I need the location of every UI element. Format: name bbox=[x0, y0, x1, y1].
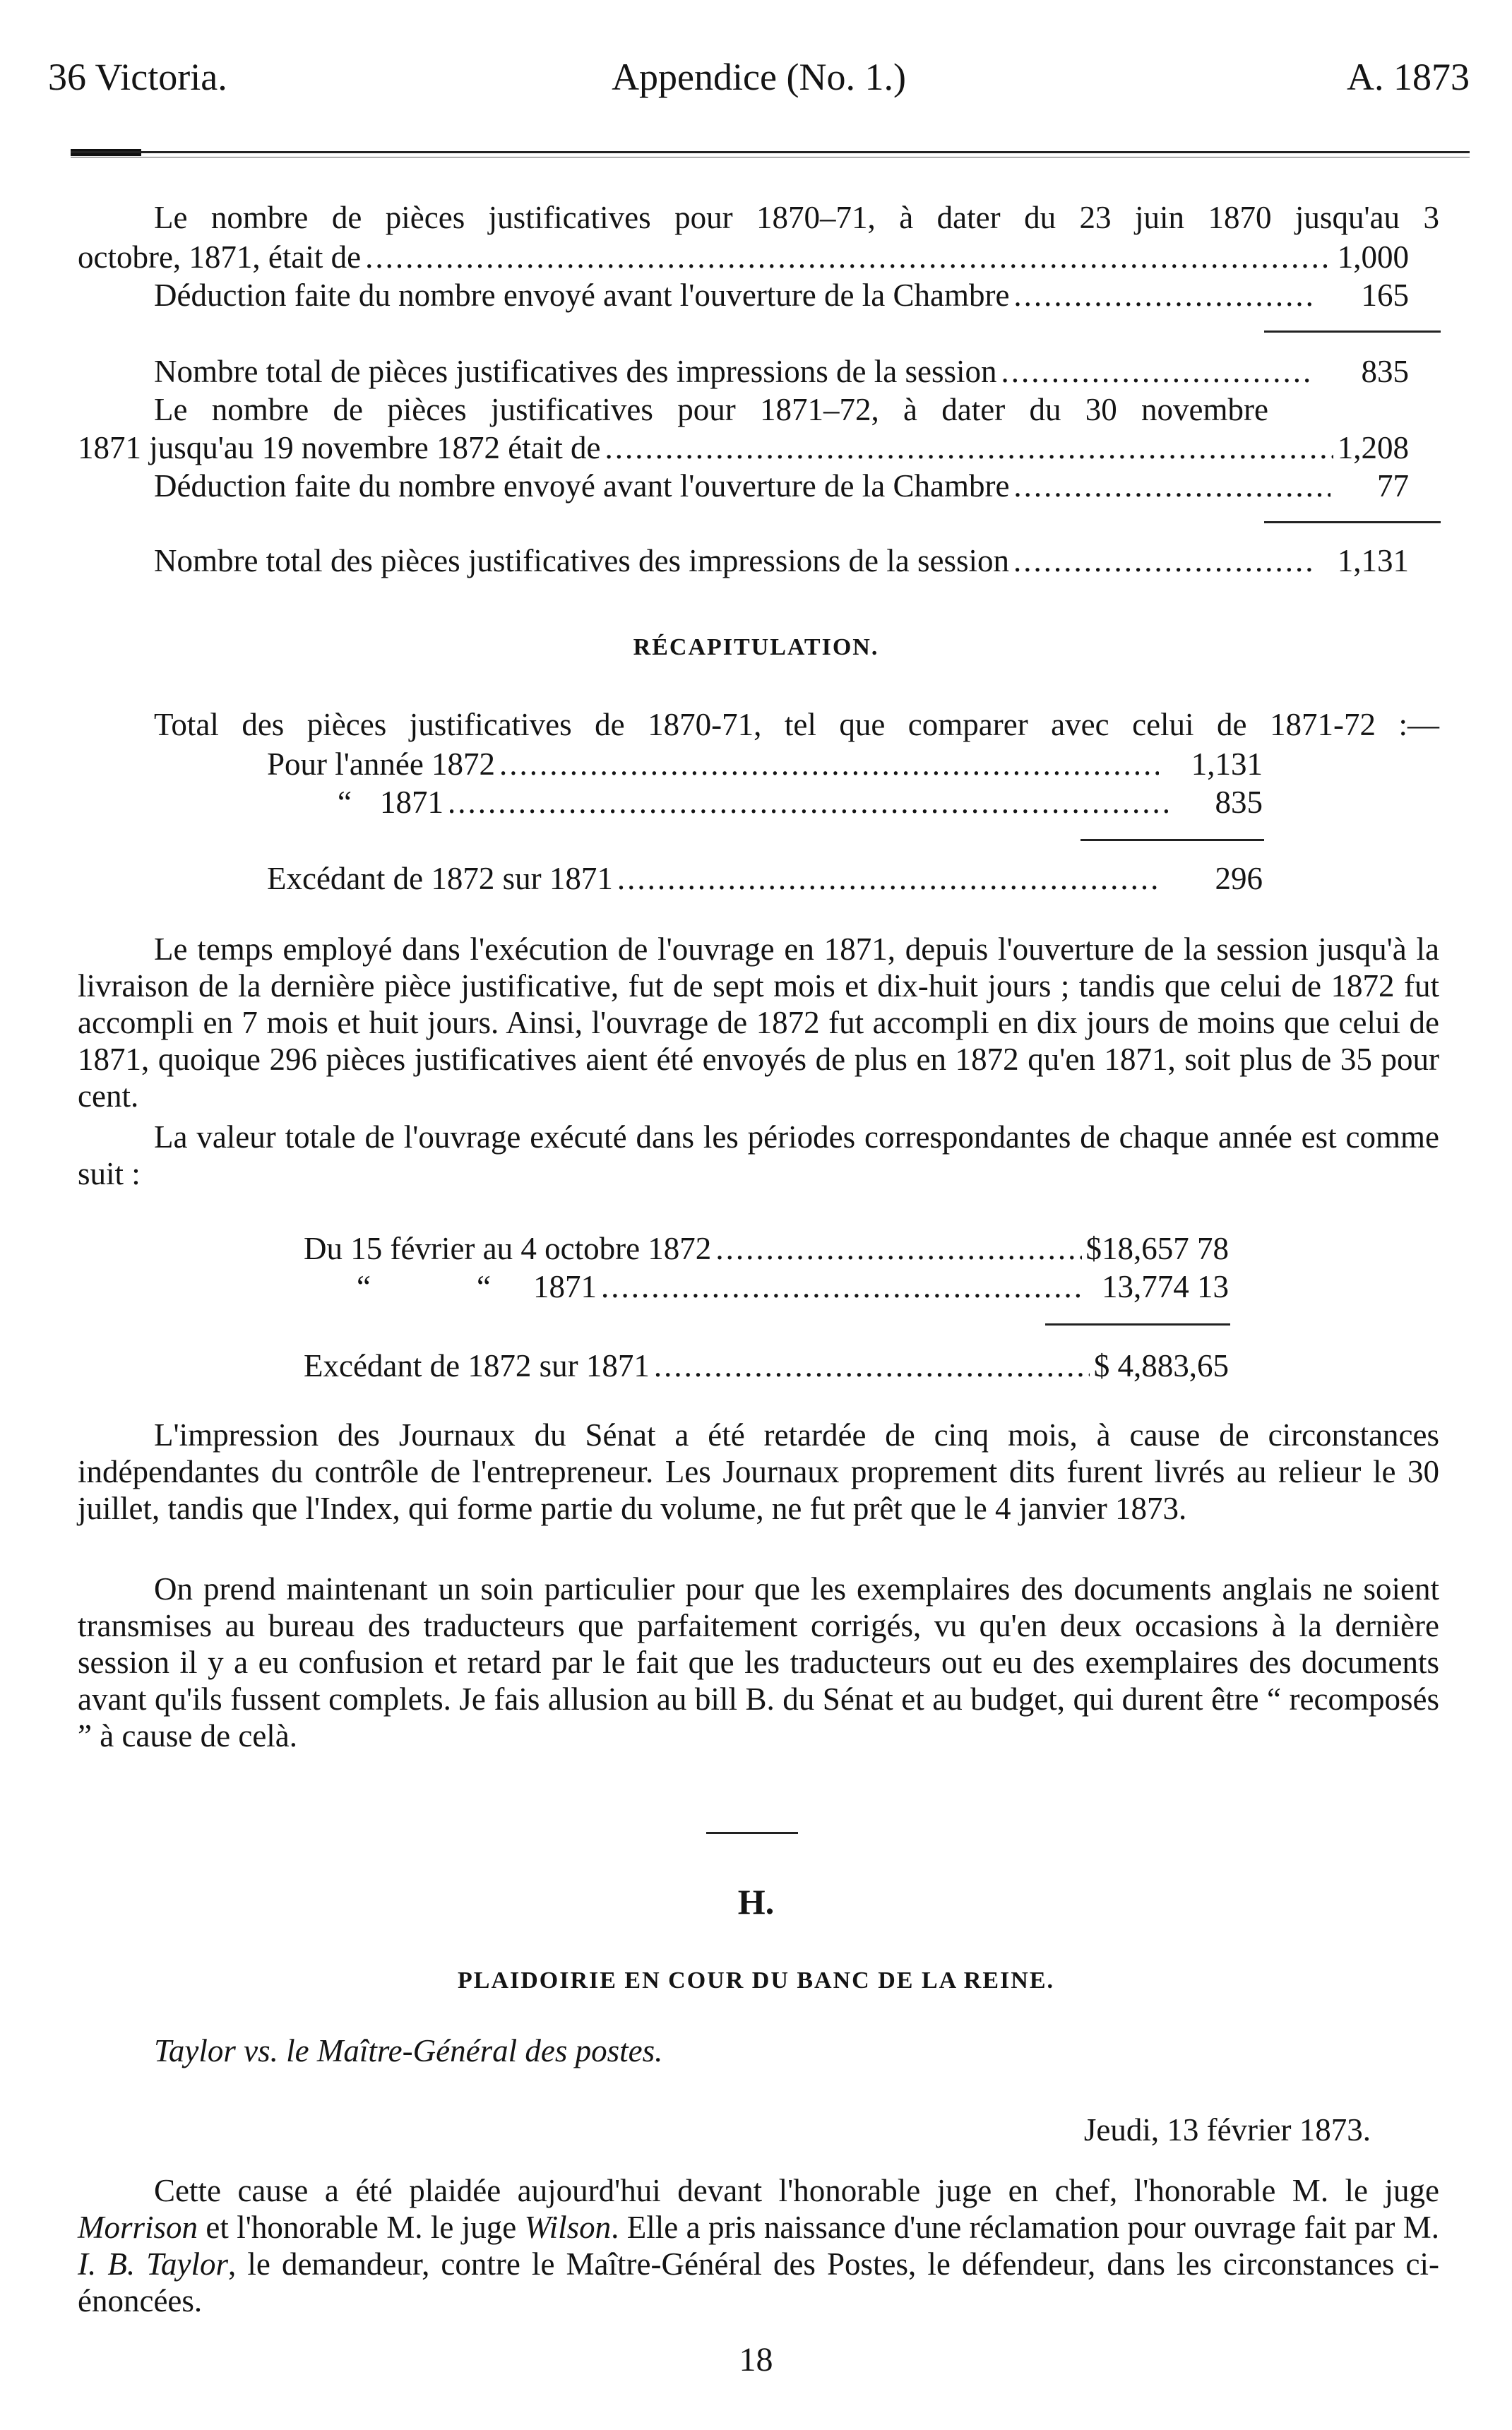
recap-row-1871 bbox=[338, 784, 1263, 821]
sum-rule bbox=[1045, 1323, 1230, 1326]
sum-rule bbox=[1264, 330, 1441, 333]
value-row2-label: 1871 bbox=[532, 1269, 597, 1304]
dot-leader bbox=[499, 746, 1159, 782]
section-letter: H. bbox=[737, 1882, 775, 1922]
block1-line2 bbox=[78, 239, 1409, 275]
paragraph-journaux: L'impression des Journaux du Sénat a été retardée de cinq mois, à cause de circonstances indépendantes du contrôle de l'entrepreneur. Les Journaux proprement dits furent livrés au relieur le 30 juillet, tandis que l'Index, qui forme partie du volume, ne fut prêt que le 4 janvier 1873. bbox=[78, 1417, 1439, 1526]
recap-row2-label: 1871 bbox=[379, 785, 444, 820]
block2-total-label: Nombre total des pièces justificatives des impressions de la session bbox=[154, 543, 1010, 578]
section-divider bbox=[706, 1832, 798, 1834]
value-row-1872 bbox=[304, 1230, 1229, 1267]
dot-leader bbox=[1013, 542, 1312, 579]
sum-rule bbox=[1081, 839, 1264, 841]
judge-morrison: Morrison bbox=[78, 2210, 198, 2245]
block1-line3-value: 165 bbox=[1361, 278, 1409, 313]
hearing-date: Jeudi, 13 février 1873. bbox=[1083, 2112, 1371, 2148]
paragraph-value: La valeur totale de l'ouvrage exécuté dans les périodes correspondantes de chaque année est comme suit : bbox=[78, 1119, 1439, 1191]
recap-row1-value: 1,131 bbox=[1191, 746, 1263, 782]
recap-row2-value: 835 bbox=[1215, 785, 1263, 820]
block2-line2-label: 1871 jusqu'au 19 novembre 1872 était de bbox=[78, 430, 601, 465]
value-excess-amount: $ 4,883,65 bbox=[1093, 1348, 1229, 1383]
case-text-part1: Cette cause a été plaidée aujourd'hui devant l'honorable juge en chef, l'honorable M. le juge bbox=[154, 2173, 1439, 2208]
recap-row1-label: Pour l'année 1872 bbox=[267, 746, 496, 782]
judge-wilson: Wilson bbox=[524, 2210, 612, 2245]
ditto-mark: “ bbox=[357, 1269, 371, 1304]
recap-excess bbox=[267, 860, 1263, 897]
dot-leader bbox=[601, 1268, 1083, 1305]
block2-total-value: 1,131 bbox=[1337, 543, 1409, 578]
dot-leader bbox=[1001, 353, 1315, 390]
block2-line2 bbox=[78, 429, 1409, 466]
value-row1-label: Du 15 février au 4 octobre 1872 bbox=[304, 1231, 712, 1266]
recap-row-1872 bbox=[267, 746, 1263, 782]
recap-excess-label: Excédant de 1872 sur 1871 bbox=[267, 861, 613, 896]
dot-leader bbox=[617, 860, 1162, 897]
case-text-part3: . Elle a pris naissance d'une réclamation pour ouvrage fait par M. bbox=[611, 2210, 1440, 2245]
block1-total-label: Nombre total de pièces justificatives des impressions de la session bbox=[154, 354, 997, 389]
case-title: Taylor vs. le Maître-Général des postes. bbox=[154, 2033, 663, 2068]
block2-total bbox=[154, 542, 1409, 579]
ditto-mark: “ bbox=[476, 1269, 491, 1304]
block2-line1: Le nombre de pièces justificatives pour 1871–72, à dater du 30 novembre bbox=[154, 392, 1268, 427]
header-appendix: Appendice (No. 1.) bbox=[612, 56, 906, 98]
block1-line1: Le nombre de pièces justificatives pour 1870–71, à dater du 23 juin 1870 jusqu'au 3 bbox=[154, 200, 1439, 235]
page-number: 18 bbox=[739, 2341, 773, 2378]
value-excess bbox=[304, 1347, 1229, 1384]
case-text-part2: et l'honorable M. le juge bbox=[198, 2210, 525, 2245]
sum-rule bbox=[1264, 521, 1441, 523]
paragraph-documents: On prend maintenant un soin particulier pour que les exemplaires des documents anglais ne soient transmises au bureau des traducteurs que parfaitement corrigés, vu qu'en deux occasions à la dernière session il y a eu confusion et retard par le fait que les traducteurs out eu des exemplaires des documents avant qu'ils fussent complets. Je fais allusion au bill B. du Sénat et au budget, qui durent être “ recomposés ” à cause de celà. bbox=[78, 1571, 1439, 1753]
block1-total-value: 835 bbox=[1361, 354, 1409, 389]
block1-line2-label: octobre, 1871, était de bbox=[78, 239, 362, 275]
block1-line3 bbox=[154, 277, 1409, 314]
case-text-part4: , le demandeur, contre le Maître-Général des Postes, le défendeur, dans les circonstances ci-énoncées. bbox=[78, 2246, 1439, 2318]
paragraph-case bbox=[78, 2172, 1439, 2319]
recap-intro: Total des pièces justificatives de 1870-71, tel que comparer avec celui de 1871-72 :— bbox=[154, 707, 1439, 742]
dot-leader bbox=[448, 784, 1169, 821]
block2-line2-value: 1,208 bbox=[1337, 430, 1409, 465]
block1-line3-label: Déduction faite du nombre envoyé avant l'ouverture de la Chambre bbox=[154, 278, 1010, 313]
dot-leader bbox=[1013, 277, 1314, 314]
dot-leader bbox=[365, 239, 1333, 275]
recap-heading: RÉCAPITULATION. bbox=[633, 634, 879, 660]
paragraph-time: Le temps employé dans l'exécution de l'ouvrage en 1871, depuis l'ouverture de la session jusqu'à la livraison de la dernière pièce justificative, fut de sept mois et dix-huit jours ; tandis que celui de 1872 fut accompli en 7 mois et huit jours. Ainsi, l'ouvrage de 1872 fut accompli en dix jours de moins que celui de 1871, quoique 296 pièces justificatives aient été envoyés de plus en 1872 qu'en 1871, soit plus de 35 pour cent. bbox=[78, 931, 1439, 1114]
section-h-heading: PLAIDOIRIE EN COUR DU BANC DE LA REINE. bbox=[458, 1967, 1054, 1994]
header-year: A. 1873 bbox=[1347, 56, 1470, 98]
dot-leader bbox=[605, 429, 1333, 466]
block2-line3-value: 77 bbox=[1377, 468, 1409, 504]
value-row2-amount: 13,774 13 bbox=[1102, 1269, 1229, 1304]
block1-line2-value: 1,000 bbox=[1337, 239, 1409, 275]
block1-total bbox=[154, 353, 1409, 390]
dot-leader bbox=[1013, 467, 1331, 504]
value-excess-label: Excédant de 1872 sur 1871 bbox=[304, 1348, 650, 1383]
block2-line3-label: Déduction faite du nombre envoyé avant l'ouverture de la Chambre bbox=[154, 468, 1010, 504]
header-session: 36 Victoria. bbox=[48, 56, 227, 98]
value-row1-amount: $18,657 78 bbox=[1085, 1231, 1229, 1266]
block2-line3 bbox=[154, 467, 1409, 504]
plaintiff-name: I. B. Taylor bbox=[78, 2246, 229, 2282]
ditto-mark: “ bbox=[338, 785, 352, 820]
dot-leader bbox=[654, 1347, 1090, 1384]
value-row-1871 bbox=[357, 1268, 1229, 1305]
dot-leader bbox=[715, 1230, 1081, 1267]
running-header bbox=[48, 55, 1470, 112]
recap-excess-value: 296 bbox=[1215, 861, 1263, 896]
header-rule bbox=[71, 151, 1470, 153]
